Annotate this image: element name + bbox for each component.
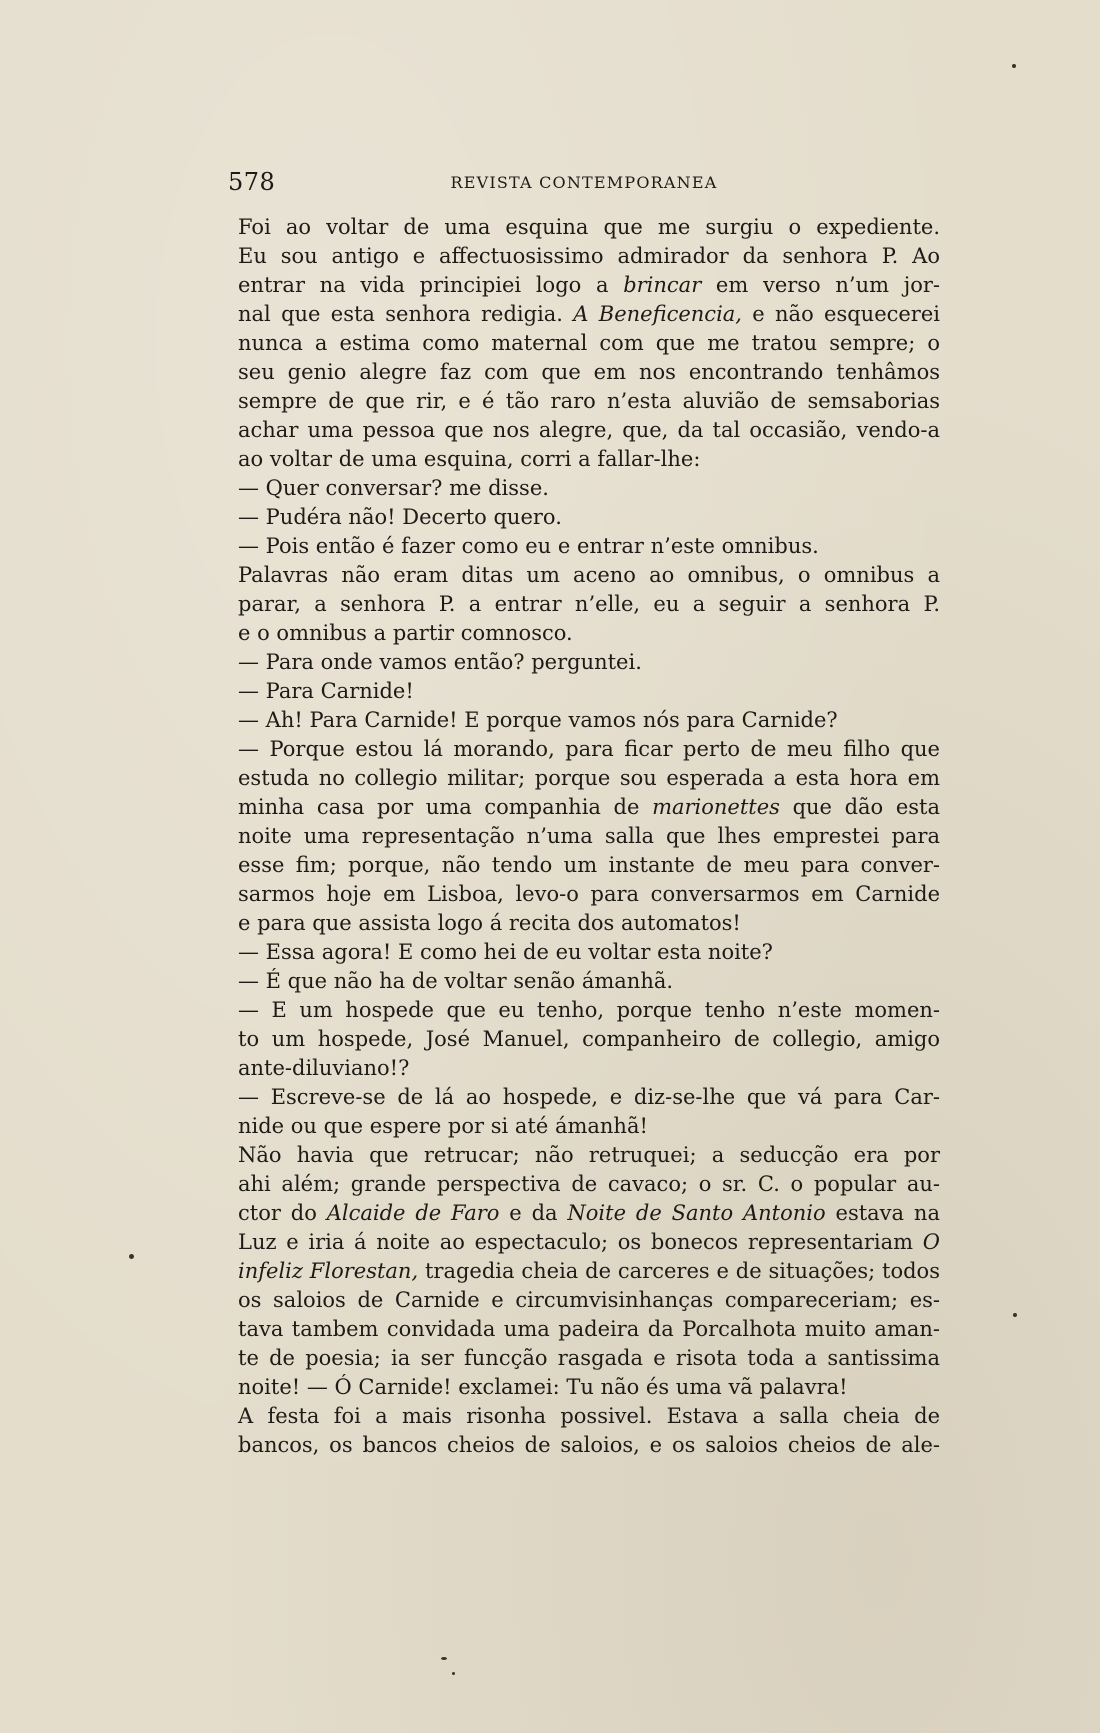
text-line: A festa foi a mais risonha possivel. Estava a salla cheia de [238,1404,940,1428]
text-line: Luz e iria á noite ao espectaculo; os bonecos representariam O [238,1230,940,1254]
text-line: ctor do Alcaide de Faro e da Noite de Santo Antonio estava na [238,1201,940,1225]
text-line: bancos, os bancos cheios de saloios, e os saloios cheios de ale- [238,1433,940,1457]
text-line: sarmos hoje em Lisboa, levo-o para conversarmos em Carnide [238,882,940,906]
text-line: ahi além; grande perspectiva de cavaco; o sr. C. o popular au- [238,1172,940,1196]
text-line: Foi ao voltar de uma esquina que me surgiu o expediente. [238,215,940,239]
text-line: entrar na vida principiei logo a brincar em verso n’um jor- [238,273,941,297]
dialogue-line: — Porque estou lá morando, para ficar perto de meu filho que [238,737,940,761]
dialogue-line: — Essa agora! E como hei de eu voltar esta noite? [238,940,773,964]
text-line: nunca a estima como maternal com que me tratou sempre; o [238,331,940,355]
text-line: nide ou que espere por si até ámanhã! [238,1114,648,1138]
text-line: infeliz Florestan, tragedia cheia de carceres e de situações; todos [238,1259,940,1283]
italic-word: marionettes [652,795,780,819]
text-line: minha casa por uma companhia de marionettes que dão esta [238,795,940,819]
dialogue-line: — É que não ha de voltar senão ámanhã. [238,969,674,993]
italic-title: Noite de Santo Antonio [567,1201,826,1225]
text-line: esse fim; porque, não tendo um instante de meu para conver- [238,853,940,877]
text-line: Não havia que retrucar; não retruquei; a seducção era por [238,1143,940,1167]
text-line: ao voltar de uma esquina, corri a fallar-lhe: [238,447,701,471]
text-line: parar, a senhora P. a entrar n’elle, eu a seguir a senhora P. [238,592,940,616]
paper-speck [129,1254,134,1259]
italic-title: O [922,1230,940,1254]
italic-title: A Beneficencia, [573,302,742,326]
dialogue-line: — Pudéra não! Decerto quero. [238,505,562,529]
text-line: noite! — Ó Carnide! exclamei: Tu não és uma vã palavra! [238,1375,848,1399]
dialogue-line: — E um hospede que eu tenho, porque tenho n’este momen- [238,998,940,1022]
dialogue-line: — Quer conversar? me disse. [238,476,549,500]
paper-speck [452,1672,455,1675]
text-line: achar uma pessoa que nos alegre, que, da tal occasião, vendo-a [238,418,940,442]
running-title: REVISTA CONTEMPORANEA [450,173,718,192]
italic-title: infeliz Florestan, [238,1259,419,1283]
text-line: nal que esta senhora redigia. A Beneficencia, e não esquecerei [238,302,940,326]
dialogue-line: — Escreve-se de lá ao hospede, e diz-se-lhe que vá para Car- [238,1085,940,1109]
text-line: e para que assista logo á recita dos automatos! [238,911,741,935]
paper-speck [1013,1313,1017,1317]
italic-title: Alcaide de Faro [326,1201,500,1225]
text-line: e o omnibus a partir comnosco. [238,621,573,645]
text-line: Eu sou antigo e affectuosissimo admirador da senhora P. Ao [238,244,940,268]
body-text [238,213,940,1460]
dialogue-line: — Para Carnide! [238,679,414,703]
paper-speck [1012,64,1016,68]
dialogue-line: — Pois então é fazer como eu e entrar n’este omnibus. [238,534,819,558]
dialogue-line: — Ah! Para Carnide! E porque vamos nós para Carnide? [238,708,838,732]
text-line: Palavras não eram ditas um aceno ao omnibus, o omnibus a [238,563,940,587]
text-line: seu genio alegre faz com que em nos encontrando tenhâmos [238,360,940,384]
italic-word: brincar [623,273,702,297]
text-line: os saloios de Carnide e circumvisinhanças compareceriam; es- [238,1288,940,1312]
text-line: noite uma representação n’uma salla que lhes emprestei para [238,824,940,848]
page-header [228,168,940,196]
text-line: ante-diluviano!? [238,1056,410,1080]
text-line: te de poesia; ia ser funcção rasgada e risota toda a santissima [238,1346,940,1370]
text-line: to um hospede, José Manuel, companheiro de collegio, amigo [238,1027,940,1051]
text-line: estuda no collegio militar; porque sou esperada a esta hora em [238,766,940,790]
text-line: sempre de que rir, e é tão raro n’esta aluvião de semsaborias [238,389,940,413]
dialogue-line: — Para onde vamos então? perguntei. [238,650,642,674]
paper-speck [441,1657,447,1660]
text-line: tava tambem convidada uma padeira da Porcalhota muito aman- [238,1317,940,1341]
page-number: 578 [228,168,276,196]
